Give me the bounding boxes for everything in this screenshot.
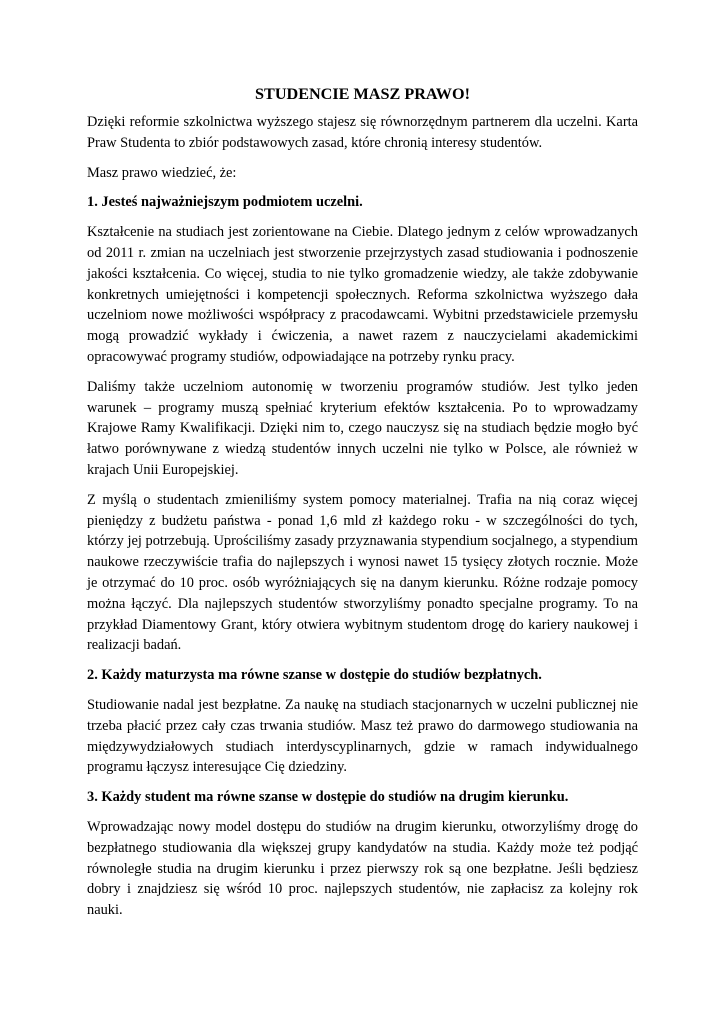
intro-paragraph: Dzięki reformie szkolnictwa wyższego stajesz się równorzędnym partnerem dla uczelni. Karta Praw Studenta to zbiór podstawowych zasad, które chronią interesy studentów. — [87, 114, 638, 151]
section-1 — [87, 192, 638, 656]
section-paragraph: Kształcenie na studiach jest zorientowane na Ciebie. Dlatego jednym z celów wprowadzanych od 2011 r. zmian na uczelniach jest stworzenie przejrzystych zasad studiowania i podnoszenie jakości kształcenia. Co więcej, studia to nie tylko gromadzenie wiedzy, ale także zdobywanie konkretnych umiejętności i kompetencji społecznych. Reforma szkolnictwa wyższego dała uczelniom nowe możliwości współpracy z pracodawcami. Wybitni przedstawiciele przemysłu mogą prowadzić wykłady i ćwiczenia, a nawet razem z nauczycielami akademickimi opracowywać programy studiów, odpowiadające na potrzeby rynku pracy. — [87, 224, 638, 365]
section-heading: 3. Każdy student ma równe szanse w dostępie do studiów na drugim kierunku. — [87, 789, 569, 806]
document-title: STUDENCIE MASZ PRAWO! — [255, 85, 470, 103]
section-paragraph: Daliśmy także uczelniom autonomię w tworzeniu programów studiów. Jest tylko jeden warunek – programy muszą spełniać kryterium efektów kształcenia. Po to wprowadzamy Krajowe Ramy Kwalifikacji. Dzięki nim to, czego nauczysz się na studiach będzie mogło być łatwo porównywane z wiedzą studentów innych uczelni nie tylko w Polsce, ale również w krajach Unii Europejskiej. — [87, 378, 638, 478]
lead-paragraph: Masz prawo wiedzieć, że: — [87, 164, 237, 181]
section-2 — [87, 665, 638, 778]
document-page — [87, 83, 638, 930]
section-paragraph: Wprowadzając nowy model dostępu do studiów na drugim kierunku, otworzyliśmy drogę do bezpłatnego studiowania dla większej grupy kandydatów na studia. Każdy może też podjąć równoległe studia na drugim kierunku i przez pierwszy rok są one bezpłatne. Jeśli będziesz dobry i znajdziesz się wśród 10 proc. najlepszych studentów, nie zapłacisz za kolejny rok nauki. — [87, 818, 638, 919]
section-paragraph: Z myślą o studentach zmieniliśmy system pomocy materialnej. Trafia na nią coraz więcej pieniędzy z budżetu państwa - ponad 1,6 mld zł każdego roku - w szczególności do tych, którzy jej potrzebują. Uprościliśmy zasady przyznawania stypendium socjalnego, a stypendium naukowe rzeczywiście trafia do najlepszych i wynosi nawet 15 tysięcy złotych rocznie. Może je otrzymać do 10 proc. osób wyróżniających się na danym kierunku. Różne rodzaje pomocy można łączyć. Dla najlepszych studentów stworzyliśmy ponadto specjalne programy. To na przykład Diamentowy Grant, który otwiera wybitnym studentom drogę do kariery naukowej i realizacji badań. — [87, 491, 638, 654]
section-paragraph: Studiowanie nadal jest bezpłatne. Za naukę na studiach stacjonarnych w uczelni publicznej nie trzeba płacić przez cały czas trwania studiów. Masz też prawo do darmowego studiowania na międzywydziałowych studiach interdyscyplinarnych, gdzie w ramach indywidualnego programu łączysz interesujące Cię dziedziny. — [87, 696, 638, 776]
section-3 — [87, 787, 638, 921]
section-heading: 2. Każdy maturzysta ma równe szanse w dostępie do studiów bezpłatnych. — [87, 667, 542, 684]
section-heading: 1. Jesteś najważniejszym podmiotem uczelni. — [87, 194, 363, 211]
